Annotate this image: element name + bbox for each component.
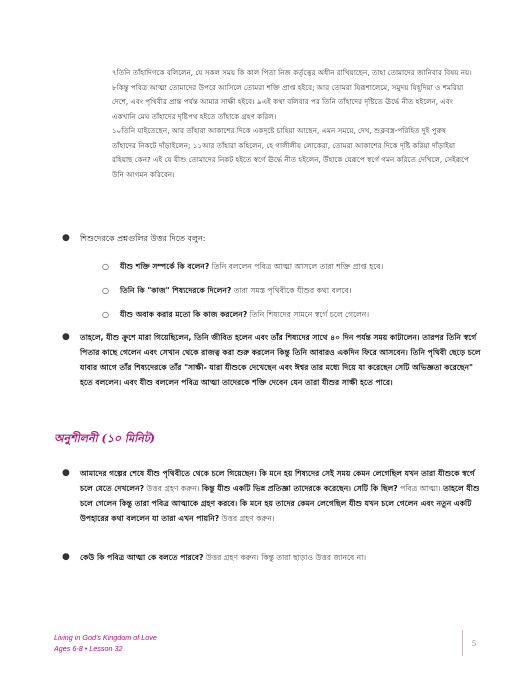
instruction-text: শিশুদেরকে প্রশ্নগুলির উত্তর দিতে বলুন: [80,234,206,243]
question-text: যীশু শক্তি সম্পর্কে কি বলেন? [120,262,210,271]
section-title: অনুশীলনী (১০ মিনিট) [54,432,155,445]
activity-question: আমাদের গল্পের শেষে যীশু পৃথিবীতে থেকে চলে গিয়েছেন। কি মনে হয় শিষ্যদের সেই সময় কেমন লেগেছিল যখন তারা যীশুকে স্বর্গে চলে যেতে দেখলেন? [80,469,475,493]
summary-text: তাহলে, যীশু ক্রুশে মারা গিয়েছিলেন, তিনি জীবিত হলেন এবং তাঁর শিষ্যদের সাথে ৪০ দিন পর্যন্ত সময় কাটালেন। তারপর তিনি স্বর্গে পিতার কাছে গেলেন এবং সেখান থেকে রাজত্ব করা শুরু করলেন কিন্তু তিনি আবারও একদিন ফিরে আসবেন। তিনি পৃথিবী ছেড়ে চলে যাবার আগে তাঁর শিষ্যদেরকে তাঁর "সাক্ষী- যারা যীশুকে দেখেছেন এবং ঈশ্বর তার মধ্যে দিয়ে যা করেছেন সেটি অভিজ্ঞতা করেছেন" হতে বললেন। এবং যীশু বললেন পবিত্র আত্মা তাদেরকে শক্তি দেবেন যেন তারা যীশুর সাক্ষী হতে পারে। [80,333,481,387]
activity-item [62,550,485,565]
bullet-icon: ● [62,552,70,562]
scripture-paragraph: ৮কিন্তু পবিত্র আত্মা তোমাদের উপরে আসিলে তোমরা শক্তি প্রাপ্ত হইবে; আর তোমরা যিরূশালেমে, সমুদয় যিহূদিয়া ও শমরিয়া দেশে, এবং পৃথিবীর প্রান্ত পর্যন্ত আমার সাক্ষী হইবে। ৯এই কথা বলিবার পর তিনি তাঁহাদের দৃষ্টিতে ঊর্দ্ধে নীত হইলেন, এবং একখানি মেঘ তাঁহাদের দৃষ্টিপথ হইতে তাঁহাকে গ্রহণ করিল। [112,82,464,121]
scripture-passage [112,66,472,182]
summary-bullet [62,330,485,390]
answer-hint: তিনি শিষ্যদের সামনে স্বর্গে চলে গেলেন। [247,310,370,319]
question-item [102,308,480,321]
question-text: যীশু অবাক করার মতো কি কাজ করলেন? [120,310,248,319]
footer-title: Living in God's Kingdom of Love [54,633,157,642]
activity-question: কেউ কি পবিত্র আত্মা কে বলতে পারবে? [80,553,204,562]
footer [54,632,157,654]
bullet-icon: ● [62,332,70,342]
bullet-icon: ● [62,233,70,243]
question-item [102,260,480,273]
instruction-bullet [62,232,480,245]
scripture-paragraph: ৭তিনি তাঁহাদিগকে বলিলেন, যে সকল সময় কি কাল পিতা নিজ কর্তৃত্বের অধীন রাখিয়াছেন, তাহা তোমাদের জানিবার বিষয় নয়। [112,68,472,77]
answer-hint: পবিত্র আত্মা। [397,484,444,493]
answer-hint: উত্তর গ্রহণ করুন। [219,514,275,523]
footer-divider [462,630,463,656]
answer-hint: উত্তর গ্রহণ করুন। কিন্তু তারা ছাড়াও উত্তর জানবে না। [203,553,367,562]
bullet-icon: ● [62,468,70,478]
footer-subtitle: Ages 6-8 • Lesson 32 [54,644,123,653]
scripture-paragraph: ১০তিনি যাইতেছেন, আর তাঁহারা আকাশের দিকে একদৃষ্টে চাহিয়া আছেন, এমন সময়ে, দেখ, শুক্লবস্ত্র-পরিহিত দুই পুরুষ তাঁহাদের নিকটে দাঁড়াইলেন; ১১আর তাঁহারা কহিলেন, হে গালীলীয় লোকেরা, তোমরা আকাশের দিকে দৃষ্টি করিয়া দাঁড়াইয়া রহিয়াছ কেন? এই যে যীশু তোমাদের নিকট হইতে স্বর্গে ঊর্দ্ধে নীত হইলেন, উঁহাকে যেরূপে স্বর্গে গমন করিতে দেখিলে, সেইরূপে উনি আগমন করিবেন। [112,126,469,179]
page-number: 5 [472,639,476,648]
answer-hint: তিনি বললেন পবিত্র আত্মা আসলে তারা শক্তি প্রাপ্ত হবে। [209,262,384,271]
answer-hint: উত্তর গ্রহণ করুন। [144,484,202,493]
circle-bullet-icon: ○ [102,262,109,271]
circle-bullet-icon: ○ [102,310,109,319]
answer-hint: তারা সমস্ত পৃথিবীকে যীশুর কথা বলবে। [231,286,352,295]
activity-question: তাহলে যীশু চলে গেলেন কিন্তু তারা পবিত্র আত্মাকে গ্রহণ করবে। কি মনে হয় তাদের কেমন লেগেছিল যীশু যখন চলে গেলেন এবং নতুন একটি উপহারের কথা বললেন যা তারা এখন পায়নি? [80,484,480,523]
activity-item [62,466,485,526]
question-item [102,284,480,297]
question-text: তিনি কি "কাজ" শিষ্যদেরকে দিলেন? [120,286,232,295]
activity-question: কিন্তু যীশু একটি ভিন্ন প্রতিজ্ঞা তাদেরকে করেছেন। সেটি কি ছিল? [201,484,398,493]
circle-bullet-icon: ○ [102,286,109,295]
